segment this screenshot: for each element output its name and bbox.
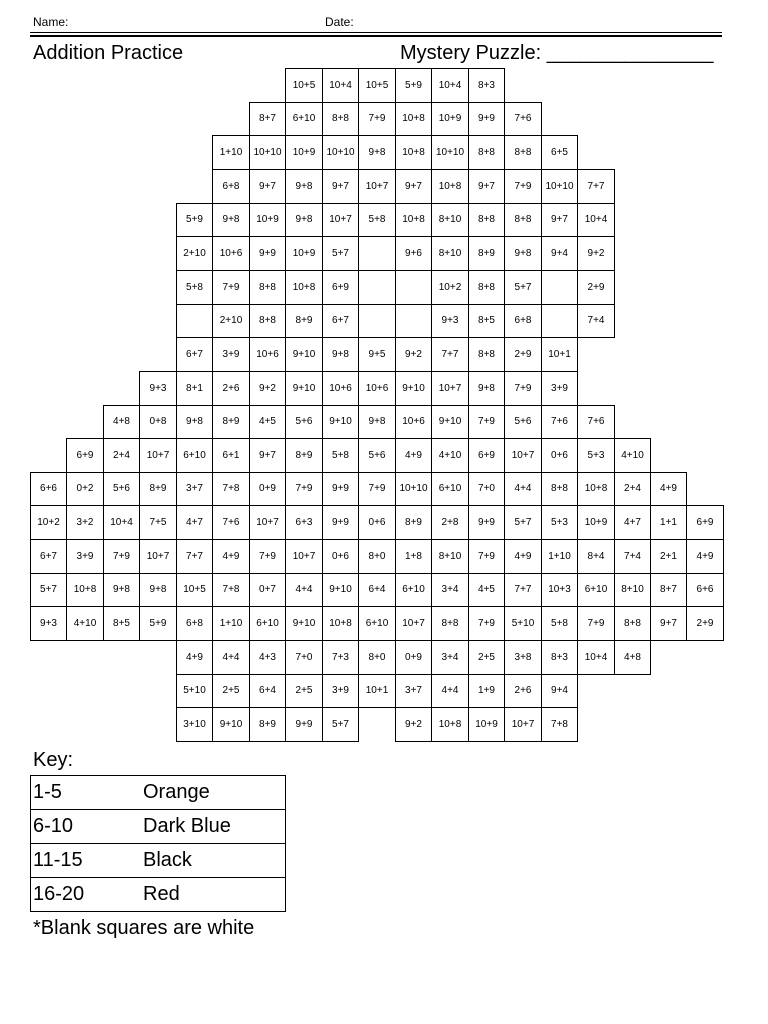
puzzle-cell: 10+3 [541,573,578,607]
puzzle-cell: 6+7 [176,337,213,372]
puzzle-cell: 9+2 [249,371,286,406]
puzzle-cell: 10+6 [249,337,286,372]
puzzle-cell: 10+1 [358,674,396,708]
puzzle-cell: 7+9 [358,102,396,136]
puzzle-cell: 8+10 [614,573,651,607]
blank-puzzle-cell [358,304,396,338]
puzzle-cell: 2+6 [504,674,542,708]
puzzle-cell: 8+9 [395,505,432,540]
puzzle-cell: 8+10 [431,539,469,574]
puzzle-cell: 8+9 [212,405,250,439]
puzzle-cell: 4+9 [504,539,542,574]
puzzle-cell: 8+7 [650,573,687,607]
key-color-name: Black [143,849,192,871]
date-label: Date: [325,15,354,29]
puzzle-cell: 9+2 [395,337,432,372]
puzzle-cell: 9+10 [322,405,359,439]
puzzle-cell: 6+9 [66,438,104,473]
puzzle-cell: 10+1 [541,337,578,372]
puzzle-cell: 10+4 [322,68,359,103]
blank-puzzle-cell [358,270,396,305]
puzzle-cell: 8+8 [468,337,505,372]
puzzle-cell: 2+5 [212,674,250,708]
puzzle-cell: 4+8 [614,640,651,675]
puzzle-cell: 1+10 [541,539,578,574]
puzzle-cell: 10+7 [504,707,542,742]
puzzle-cell: 6+6 [686,573,724,607]
puzzle-cell: 6+1 [212,438,250,473]
key-row-red [31,878,285,911]
puzzle-cell: 3+4 [431,573,469,607]
puzzle-cell: 9+8 [103,573,140,607]
puzzle-cell: 8+8 [468,135,505,170]
puzzle-cell: 6+10 [395,573,432,607]
puzzle-cell: 7+7 [176,539,213,574]
puzzle-cell: 10+10 [541,169,578,204]
name-label: Name: [33,15,69,29]
puzzle-cell: 0+9 [249,472,286,506]
puzzle-cell: 4+4 [504,472,542,506]
puzzle-cell: 1+8 [395,539,432,574]
key-row-black [31,844,285,878]
puzzle-cell: 7+6 [577,405,615,439]
header-double-rule [30,32,722,37]
puzzle-cell: 10+10 [249,135,286,170]
puzzle-cell: 7+4 [614,539,651,574]
puzzle-cell: 2+1 [650,539,687,574]
puzzle-cell: 3+9 [541,371,578,406]
puzzle-cell: 10+8 [395,203,432,237]
puzzle-cell: 9+8 [322,337,359,372]
puzzle-cell: 2+10 [176,236,213,271]
puzzle-cell: 2+10 [212,304,250,338]
puzzle-cell: 9+7 [541,203,578,237]
puzzle-cell: 9+7 [650,606,687,641]
puzzle-cell: 5+3 [541,505,578,540]
puzzle-cell: 8+8 [614,606,651,641]
blank-puzzle-cell [176,304,213,338]
puzzle-cell: 5+10 [504,606,542,641]
puzzle-cell: 6+10 [176,438,213,473]
puzzle-cell: 5+7 [30,573,67,607]
puzzle-cell: 5+8 [322,438,359,473]
puzzle-cell: 7+7 [577,169,615,204]
puzzle-cell: 7+0 [285,640,323,675]
puzzle-cell: 5+9 [176,203,213,237]
puzzle-cell: 4+9 [650,472,687,506]
puzzle-cell: 7+8 [541,707,578,742]
puzzle-cell: 9+8 [358,135,396,170]
puzzle-cell: 4+4 [285,573,323,607]
puzzle-cell: 8+8 [504,203,542,237]
key-range: 11-15 [33,849,83,871]
puzzle-cell: 8+0 [358,539,396,574]
puzzle-cell: 10+4 [103,505,140,540]
puzzle-cell: 7+9 [504,371,542,406]
puzzle-cell: 9+8 [468,371,505,406]
puzzle-cell: 5+3 [577,438,615,473]
puzzle-cell: 9+10 [285,371,323,406]
puzzle-cell: 5+7 [504,505,542,540]
puzzle-cell: 8+8 [504,135,542,170]
puzzle-cell: 8+0 [358,640,396,675]
puzzle-cell: 8+5 [103,606,140,641]
puzzle-cell: 1+10 [212,606,250,641]
puzzle-cell: 3+4 [431,640,469,675]
puzzle-cell: 10+4 [431,68,469,103]
color-key-table [30,775,286,912]
puzzle-cell: 10+4 [577,203,615,237]
puzzle-cell: 1+10 [212,135,250,170]
puzzle-cell: 0+2 [66,472,104,506]
puzzle-cell: 7+9 [468,539,505,574]
puzzle-cell: 7+6 [541,405,578,439]
puzzle-cell: 7+7 [431,337,469,372]
puzzle-cell: 4+10 [614,438,651,473]
puzzle-cell: 8+8 [468,203,505,237]
puzzle-cell: 8+9 [468,236,505,271]
blank-puzzle-cell [358,236,396,271]
puzzle-cell: 6+6 [30,472,67,506]
puzzle-cell: 1+9 [468,674,505,708]
puzzle-cell: 10+7 [285,539,323,574]
puzzle-cell: 2+9 [504,337,542,372]
puzzle-cell: 4+4 [212,640,250,675]
puzzle-cell: 10+7 [504,438,542,473]
puzzle-cell: 6+7 [322,304,359,338]
key-color-name: Dark Blue [143,815,231,837]
key-row-dark-blue [31,810,285,844]
puzzle-cell: 0+6 [358,505,396,540]
puzzle-cell: 5+8 [541,606,578,641]
puzzle-cell: 3+9 [212,337,250,372]
puzzle-cell: 9+8 [504,236,542,271]
blank-squares-note: *Blank squares are white [33,917,255,939]
puzzle-cell: 8+10 [431,236,469,271]
puzzle-cell: 7+0 [468,472,505,506]
puzzle-cell: 7+9 [285,472,323,506]
blank-puzzle-cell [541,270,578,305]
puzzle-grid [30,68,724,742]
puzzle-cell: 10+7 [139,438,177,473]
puzzle-cell: 6+8 [212,169,250,204]
puzzle-cell: 10+10 [395,472,432,506]
puzzle-cell: 9+9 [322,472,359,506]
puzzle-cell: 3+9 [66,539,104,574]
puzzle-cell: 9+10 [285,606,323,641]
puzzle-cell: 4+3 [249,640,286,675]
puzzle-cell: 9+7 [322,169,359,204]
puzzle-cell: 4+9 [686,539,724,574]
puzzle-cell: 10+8 [577,472,615,506]
puzzle-cell: 9+3 [431,304,469,338]
puzzle-cell: 8+8 [468,270,505,305]
puzzle-cell: 10+10 [431,135,469,170]
puzzle-cell: 4+8 [103,405,140,439]
puzzle-cell: 10+8 [66,573,104,607]
key-row-orange [31,776,285,810]
puzzle-cell: 7+8 [212,573,250,607]
puzzle-cell: 10+7 [431,371,469,406]
puzzle-cell: 7+3 [322,640,359,675]
puzzle-cell: 7+9 [468,405,505,439]
puzzle-cell: 5+7 [322,236,359,271]
puzzle-cell: 4+9 [395,438,432,473]
puzzle-cell: 8+8 [431,606,469,641]
puzzle-cell: 4+7 [176,505,213,540]
puzzle-cell: 3+10 [176,707,213,742]
puzzle-cell: 7+9 [504,169,542,204]
puzzle-cell: 5+8 [176,270,213,305]
puzzle-cell: 4+4 [431,674,469,708]
puzzle-cell: 10+7 [395,606,432,641]
blank-puzzle-cell [395,270,432,305]
puzzle-cell: 6+7 [30,539,67,574]
puzzle-cell: 8+3 [541,640,578,675]
puzzle-cell: 4+10 [431,438,469,473]
puzzle-cell: 7+9 [468,606,505,641]
puzzle-cell: 4+10 [66,606,104,641]
puzzle-cell: 8+1 [176,371,213,406]
puzzle-cell: 7+9 [249,539,286,574]
puzzle-cell: 6+4 [249,674,286,708]
puzzle-cell: 2+6 [212,371,250,406]
puzzle-cell: 10+8 [431,707,469,742]
puzzle-cell: 9+7 [468,169,505,204]
puzzle-cell: 9+4 [541,674,578,708]
puzzle-cell: 10+5 [176,573,213,607]
puzzle-cell: 3+7 [176,472,213,506]
puzzle-cell: 2+4 [614,472,651,506]
puzzle-cell: 0+6 [541,438,578,473]
puzzle-cell: 9+7 [249,169,286,204]
puzzle-cell: 10+6 [322,371,359,406]
puzzle-cell: 10+6 [395,405,432,439]
puzzle-cell: 5+6 [103,472,140,506]
puzzle-cell: 5+9 [395,68,432,103]
puzzle-cell: 9+10 [431,405,469,439]
puzzle-cell: 6+9 [686,505,724,540]
key-heading: Key: [33,749,74,771]
puzzle-cell: 5+6 [504,405,542,439]
puzzle-cell: 6+10 [431,472,469,506]
puzzle-cell: 5+8 [358,203,396,237]
puzzle-cell: 10+9 [431,102,469,136]
puzzle-cell: 10+6 [212,236,250,271]
puzzle-cell: 2+5 [285,674,323,708]
puzzle-cell: 6+10 [358,606,396,641]
puzzle-cell: 9+3 [30,606,67,641]
puzzle-cell: 8+8 [249,304,286,338]
puzzle-cell: 6+10 [249,606,286,641]
puzzle-cell: 10+2 [431,270,469,305]
puzzle-cell: 9+7 [395,169,432,204]
puzzle-cell: 6+10 [577,573,615,607]
puzzle-cell: 3+8 [504,640,542,675]
puzzle-cell: 10+10 [322,135,359,170]
puzzle-cell: 4+5 [468,573,505,607]
puzzle-cell: 3+2 [66,505,104,540]
puzzle-cell: 0+9 [395,640,432,675]
puzzle-cell: 10+5 [358,68,396,103]
puzzle-cell: 10+9 [468,707,505,742]
puzzle-cell: 2+8 [431,505,469,540]
puzzle-cell: 10+8 [395,135,432,170]
puzzle-cell: 7+9 [577,606,615,641]
puzzle-cell: 6+8 [504,304,542,338]
puzzle-cell: 10+9 [577,505,615,540]
puzzle-cell: 9+8 [176,405,213,439]
blank-puzzle-cell [541,304,578,338]
puzzle-cell: 10+5 [285,68,323,103]
puzzle-cell: 6+10 [285,102,323,136]
puzzle-cell: 8+9 [285,438,323,473]
puzzle-cell: 10+9 [285,135,323,170]
puzzle-cell: 9+10 [322,573,359,607]
puzzle-cell: 2+5 [468,640,505,675]
puzzle-cell: 6+3 [285,505,323,540]
puzzle-cell: 7+4 [577,304,615,338]
puzzle-cell: 9+5 [358,337,396,372]
puzzle-cell: 9+6 [395,236,432,271]
puzzle-cell: 9+9 [468,102,505,136]
puzzle-cell: 9+4 [541,236,578,271]
puzzle-cell: 6+5 [541,135,578,170]
puzzle-cell: 4+5 [249,405,286,439]
puzzle-cell: 4+7 [614,505,651,540]
puzzle-cell: 3+9 [322,674,359,708]
puzzle-cell: 5+6 [358,438,396,473]
puzzle-cell: 9+8 [285,203,323,237]
puzzle-cell: 9+9 [322,505,359,540]
worksheet-title: Addition Practice [33,42,184,64]
key-color-name: Red [143,883,180,905]
puzzle-cell: 7+9 [103,539,140,574]
key-range: 1-5 [33,781,62,803]
puzzle-cell: 7+6 [504,102,542,136]
puzzle-cell: 8+9 [285,304,323,338]
puzzle-cell: 2+4 [103,438,140,473]
puzzle-cell: 10+4 [577,640,615,675]
key-range: 16-20 [33,883,85,905]
puzzle-cell: 8+8 [541,472,578,506]
puzzle-cell: 8+3 [468,68,505,103]
puzzle-cell: 9+10 [395,371,432,406]
puzzle-cell: 10+7 [139,539,177,574]
puzzle-cell: 10+8 [285,270,323,305]
puzzle-cell: 9+8 [139,573,177,607]
puzzle-cell: 9+9 [468,505,505,540]
puzzle-cell: 10+7 [249,505,286,540]
puzzle-cell: 10+8 [431,169,469,204]
puzzle-cell: 9+9 [285,707,323,742]
puzzle-cell: 8+10 [431,203,469,237]
puzzle-cell: 6+9 [322,270,359,305]
puzzle-cell: 9+7 [249,438,286,473]
puzzle-cell: 5+10 [176,674,213,708]
puzzle-cell: 8+4 [577,539,615,574]
puzzle-cell: 7+9 [212,270,250,305]
puzzle-cell: 10+8 [395,102,432,136]
puzzle-cell: 5+7 [322,707,359,742]
puzzle-cell: 5+6 [285,405,323,439]
puzzle-cell: 10+9 [249,203,286,237]
puzzle-cell: 0+8 [139,405,177,439]
puzzle-cell: 9+8 [212,203,250,237]
puzzle-cell: 3+7 [395,674,432,708]
puzzle-cell: 4+9 [176,640,213,675]
key-range: 6-10 [33,815,74,837]
puzzle-cell: 2+9 [577,270,615,305]
puzzle-cell: 9+2 [577,236,615,271]
puzzle-cell: 9+8 [285,169,323,204]
puzzle-cell: 8+7 [249,102,286,136]
puzzle-cell: 2+9 [686,606,724,641]
puzzle-cell: 10+8 [322,606,359,641]
puzzle-cell: 6+9 [468,438,505,473]
puzzle-cell: 7+6 [212,505,250,540]
puzzle-cell: 8+9 [249,707,286,742]
key-color-name: Orange [143,781,210,803]
puzzle-cell: 9+10 [285,337,323,372]
puzzle-cell: 5+7 [504,270,542,305]
puzzle-cell: 8+8 [322,102,359,136]
mystery-puzzle-label: Mystery Puzzle: _______________ [400,42,714,64]
puzzle-cell: 10+7 [358,169,396,204]
puzzle-cell: 9+10 [212,707,250,742]
puzzle-cell: 6+8 [176,606,213,641]
puzzle-cell: 0+7 [249,573,286,607]
puzzle-cell: 9+2 [395,707,432,742]
puzzle-cell: 8+9 [139,472,177,506]
puzzle-cell: 4+9 [212,539,250,574]
puzzle-cell: 5+9 [139,606,177,641]
puzzle-cell: 8+8 [249,270,286,305]
puzzle-cell: 7+7 [504,573,542,607]
puzzle-cell: 6+4 [358,573,396,607]
puzzle-cell: 10+2 [30,505,67,540]
puzzle-cell: 9+9 [249,236,286,271]
blank-puzzle-cell [395,304,432,338]
puzzle-cell: 7+9 [358,472,396,506]
puzzle-cell: 1+1 [650,505,687,540]
puzzle-cell: 9+3 [139,371,177,406]
puzzle-cell: 7+8 [212,472,250,506]
puzzle-cell: 8+5 [468,304,505,338]
puzzle-cell: 7+5 [139,505,177,540]
puzzle-cell: 0+6 [322,539,359,574]
puzzle-cell: 10+9 [285,236,323,271]
puzzle-cell: 9+8 [358,405,396,439]
puzzle-cell: 10+7 [322,203,359,237]
puzzle-cell: 10+6 [358,371,396,406]
